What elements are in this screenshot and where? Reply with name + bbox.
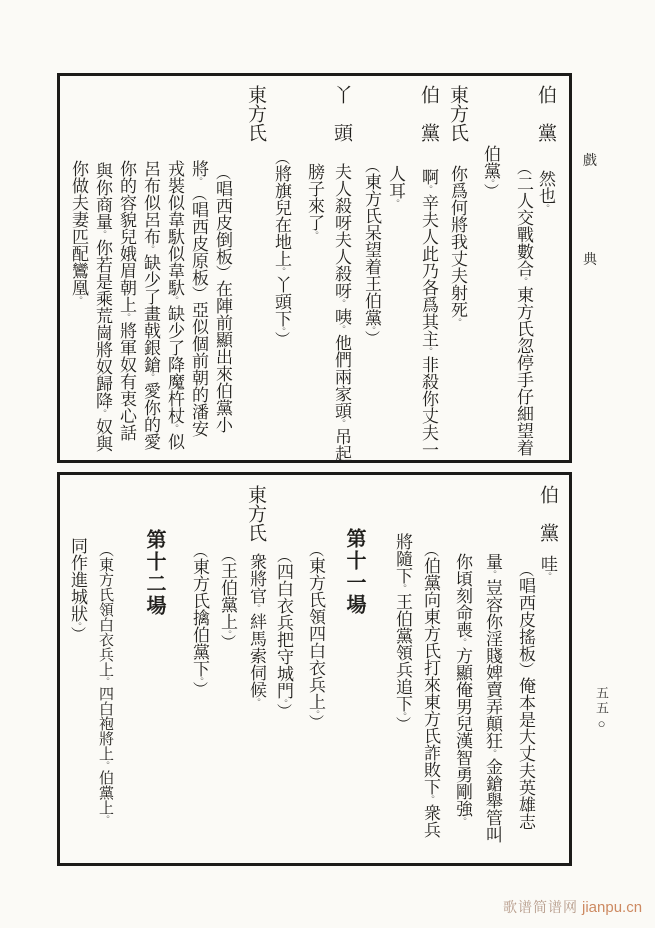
text-column: ︵伯黨向東方氏打來東方氏詐敗下。衆兵 <box>421 542 440 838</box>
page-number: 五五○ <box>594 686 609 733</box>
watermark <box>503 897 642 917</box>
text-column: 你的容貌兒娥眉朝上。將軍奴有衷心話 <box>117 160 136 441</box>
book-title-char-bottom: 典 <box>583 253 597 268</box>
text-column: ︵王伯黨上。︶ <box>218 547 237 650</box>
text-column: ︵四白衣兵把守城門。︶ <box>274 548 293 719</box>
text-column: 啊。辛夫人此乃各爲其主。非殺你丈夫一 <box>419 168 438 458</box>
speaker-name: 丫 頭 <box>331 85 352 142</box>
text-column: 將。︵唱西皮原板︶亞似個前朝的潘安 <box>189 160 208 437</box>
scene-heading: 第十二場 <box>143 529 165 617</box>
text-column: 同作進城狀。︶ <box>68 537 87 642</box>
watermark-url: jianpu.cn <box>582 899 643 916</box>
text-column: 戎裝似韋馱似韋馱。缺少了降魔杵杖。似 <box>165 160 184 450</box>
text-column: 將隨下。王伯黨領兵追下。︶ <box>393 533 412 732</box>
speaker-name: 伯 黨 <box>418 85 439 142</box>
text-column: 夫人殺呀夫人殺呀。咦。他們兩家頭。吊起 <box>332 163 351 462</box>
text-column: ︵二人交戰數合。東方氏忽停手仔細望着 <box>514 160 533 456</box>
speaker-name: 東方氏 <box>245 485 266 542</box>
text-column: 與你商量。你若是乘荒崗將奴歸降。奴與 <box>93 162 112 452</box>
book-title-char-top: 戲 <box>583 154 597 169</box>
text-column: ︵東方氏領白衣兵上。四白袍將上。伯黨上。 <box>97 542 113 824</box>
text-column: ︵東方氏領四白衣兵上。︶ <box>306 542 325 730</box>
speaker-name: 東方氏 <box>245 85 266 142</box>
text-column: 膀子來了。 <box>305 163 324 240</box>
watermark-site-name: 歌谱简谱网 <box>503 899 578 915</box>
text-column: 伯黨。︶ <box>481 145 500 199</box>
speaker-name: 東方氏 <box>447 85 468 142</box>
text-column: 呂布似呂布。缺少了畫戟銀鎗。愛你的愛 <box>141 160 160 450</box>
scene-heading: 第十一場 <box>343 528 365 616</box>
text-column: ︵東方氏呆望着王伯黨。︶ <box>362 158 381 346</box>
text-column: 你頃刻命喪。方顯俺男兒漢智勇剛強。 <box>453 553 472 826</box>
speaker-name: 伯 黨 <box>537 485 558 542</box>
text-column: 量。豈容你淫賤婢賣弄顛狂。金鎗舉管叫 <box>483 553 502 843</box>
speaker-name: 伯 黨 <box>535 85 556 142</box>
text-column: 衆將官。絆馬索伺候。 <box>247 553 266 707</box>
text-column: 哇。 <box>538 555 557 581</box>
text-column: 你爲何將我丈夫射死。 <box>448 165 467 327</box>
text-column: ︵將旗兒在地上。丫頭下。︶ <box>272 150 291 347</box>
text-column: ︵唱西皮搖板︶俺本是大丈夫英雄志 <box>516 562 535 830</box>
text-column: 然也。 <box>536 170 555 213</box>
text-column: 你做夫妻匹配鸞凰。 <box>69 160 88 305</box>
text-column: ︵東方氏擒伯黨下。︶ <box>190 543 209 697</box>
text-column: ︵唱西皮倒板︶在陣前顯出來伯黨小 <box>213 165 232 433</box>
text-column: 人耳。 <box>386 165 405 208</box>
